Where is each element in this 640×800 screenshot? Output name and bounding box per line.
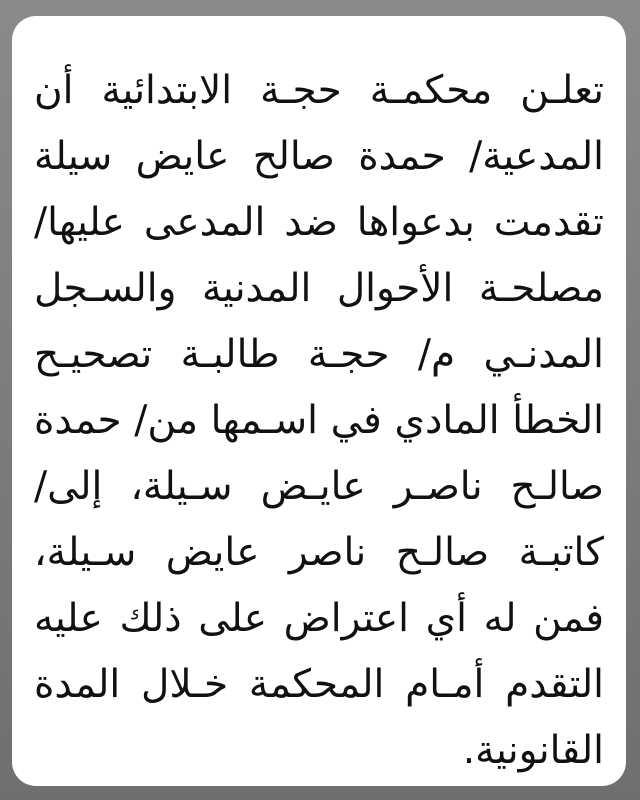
notice-line-7: صالـح ناصـر عايـض سـيلة، إلى/ — [34, 464, 604, 509]
notice-line-6: الخطأ المادي في اسـمها من/ حمدة — [34, 398, 604, 443]
notice-line-8: كاتبـة صالـح ناصر عايض سـيلة، — [34, 530, 604, 575]
notice-line-10: التقدم أمـام المحكمة خـلال المدة — [34, 662, 604, 707]
notice-line-3: تقدمت بدعواها ضد المدعى عليها/ — [34, 200, 604, 245]
court-notice-text — [34, 58, 604, 784]
notice-line-11: القانونية. — [462, 728, 604, 773]
notice-card — [12, 16, 626, 786]
notice-line-5: المدنـي م/ حجـة طالبـة تصحيـح — [34, 332, 604, 377]
notice-line-4: مصلحـة الأحوال المدنية والسـجل — [34, 266, 604, 311]
notice-line-9: فمن له أي اعتراض على ذلك عليه — [34, 596, 604, 641]
notice-line-2: المدعية/ حمدة صالح عايض سيلة — [34, 134, 604, 179]
notice-line-1: تعلـن محكمـة حجـة الابتدائية أن — [34, 68, 604, 113]
